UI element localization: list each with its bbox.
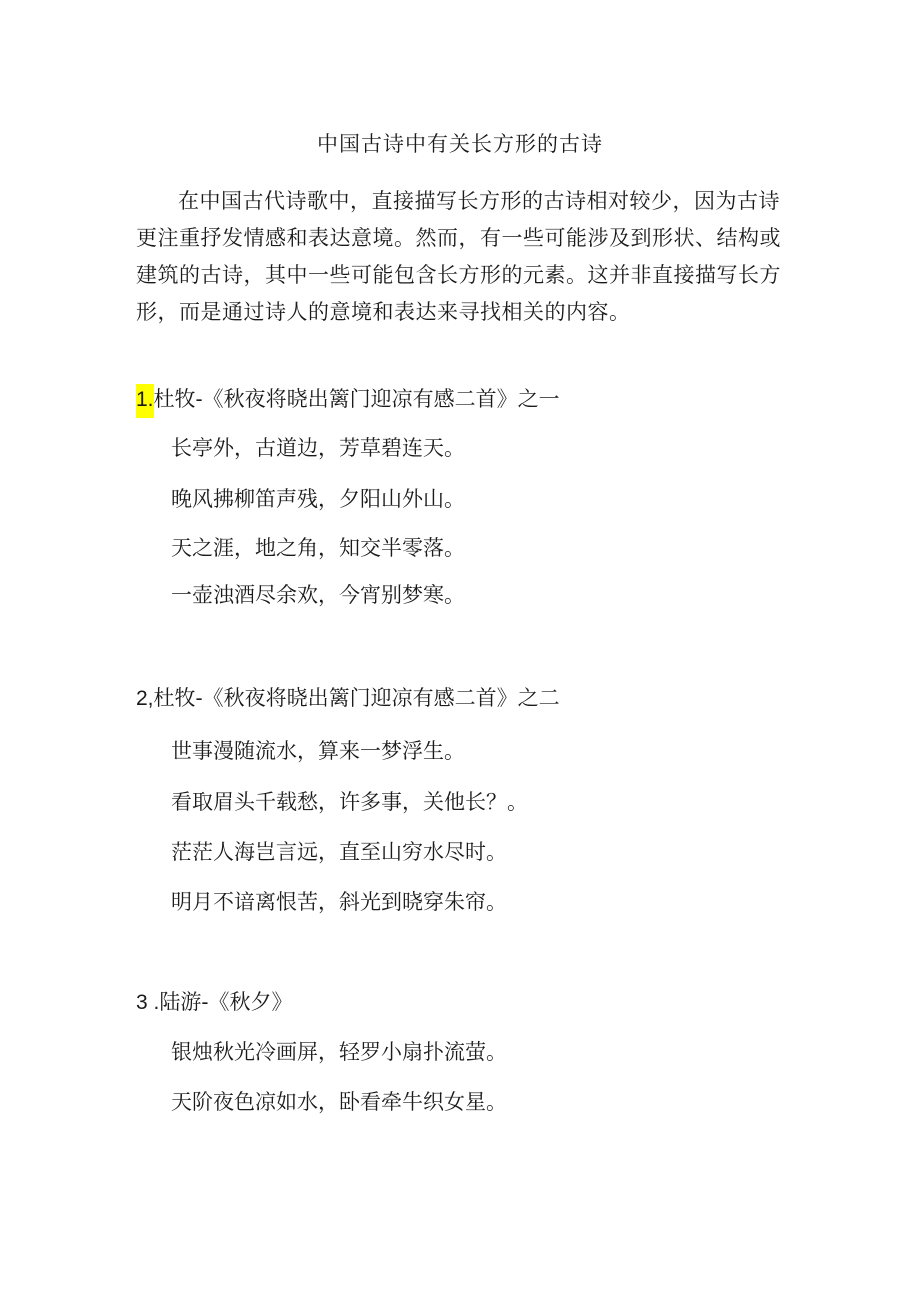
poem-line: 一壶浊酒尽余欢，今宵别梦寒。 — [171, 583, 465, 607]
section-title-1: 杜牧-《秋夜将晓出篱门迎凉有感二首》之一 — [153, 387, 560, 411]
section-title-3: 陆游-《秋夕》 — [159, 990, 293, 1014]
section-heading-3 — [136, 986, 292, 1016]
poem-line: 明月不谙离恨苦，斜光到晓穿朱帘。 — [171, 890, 507, 914]
poem-line: 看取眉头千载愁，许多事，关他长？。 — [171, 790, 528, 814]
section-number-1: 1. — [136, 384, 154, 418]
poem-line: 天阶夜色凉如水，卧看牵牛织女星。 — [171, 1090, 507, 1114]
section-heading-1 — [136, 383, 560, 418]
document-title: 中国古诗中有关长方形的古诗 — [317, 132, 603, 156]
poem-line: 晚风拂柳笛声残，夕阳山外山。 — [171, 487, 465, 511]
poem-line: 长亭外，古道边，芳草碧连天。 — [171, 436, 465, 460]
section-heading-2 — [136, 682, 560, 712]
intro-paragraph: 在中国古代诗歌中，直接描写长方形的古诗相对较少，因为古诗更注重抒发情感和表达意境。然而，有一些可能涉及到形状、结构或建筑的古诗，其中一些可能包含长方形的元素。这并非直接描写长方形，而是通过诗人的意境和表达来寻找相关的内容。 — [136, 189, 781, 324]
poem-line: 天之涯，地之角，知交半零落。 — [171, 536, 465, 560]
section-number-3: 3 . — [136, 991, 160, 1014]
section-title-2: 杜牧-《秋夜将晓出篱门迎凉有感二首》之二 — [153, 686, 560, 710]
poem-line: 银烛秋光冷画屏，轻罗小扇扑流萤。 — [171, 1040, 507, 1064]
section-number-2: 2, — [136, 687, 154, 710]
poem-line: 世事漫随流水，算来一梦浮生。 — [171, 739, 465, 763]
poem-line: 茫茫人海岂言远，直至山穷水尽时。 — [171, 840, 507, 864]
